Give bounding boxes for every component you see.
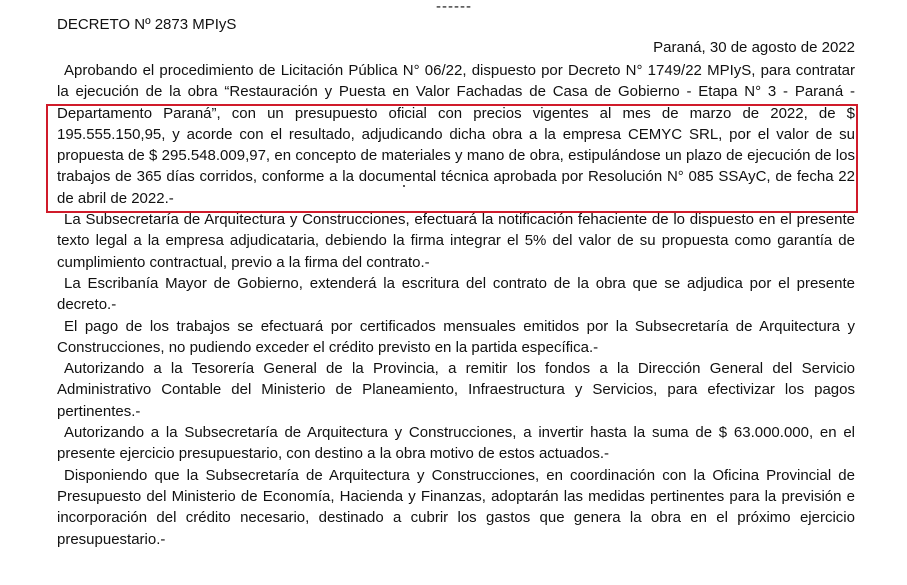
decree-title: DECRETO Nº 2873 MPIyS	[57, 16, 237, 33]
highlight-annotation-box	[46, 104, 858, 213]
decree-date: Paraná, 30 de agosto de 2022	[653, 39, 855, 56]
paragraph-notification: La Subsecretaría de Arquitectura y Construcciones, efectuará la notificación fehaciente de lo dispuesto en el presente texto legal a la empresa adjudicataria, debiendo la firma integrar el 5% del valor de su propuesta como garantía de cumplimiento contractual, previo a la firma del contrato.-	[57, 211, 855, 271]
paragraph-payment: El pago de los trabajos se efectuará por certificados mensuales emitidos por la Subsecretaría de Arquitectura y Construcciones, no pudiendo exceder el crédito previsto en la partida específica.-	[57, 317, 855, 356]
paragraph-adjudication: Aprobando el procedimiento de Licitación Pública N° 06/22, dispuesto por Decreto N° 1749/22 MPIyS, para contratar la ejecución de la obra “Restauración y Puesta en Valor Fachadas de Casa de Gobierno - Etapa N° 3 - Paraná - Departamento Paraná”, con un presupuesto oficial con precios vigentes al mes de marzo de 2022, de $ 195.555.150,95, y acorde con el resultado, adjudicando dicha obra a la empresa CEMYC SRL, por el valor de su propuesta de $ 295.548.009,97, en concepto de materiales y mano de obra, estipulándose un plazo de ejecución de los trabajos de 365 días corridos, conforme a la documental técnica aprobada por Resolución N° 085 SSAyC, de fecha 22 de abril de 2022.-	[57, 62, 855, 207]
paragraph-budget: Disponiendo que la Subsecretaría de Arquitectura y Construcciones, en coordinación con la Oficina Provincial de Presupuesto del Ministerio de Economía, Hacienda y Finanzas, adoptarán las medidas pertinentes para la previsión e incorporación del crédito necesario, destinado a cubrir los gastos que genera la obra en el próximo ejercicio presupuestario.-	[57, 466, 855, 548]
paragraph-tesoreria: Autorizando a la Tesorería General de la Provincia, a remitir los fondos a la Dirección General del Servicio Administrativo Contable del Ministerio de Planeamiento, Infraestructura y Servicios, para efectivizar los pagos pertinentes.-	[57, 360, 855, 420]
paragraph-investment: Autorizando a la Subsecretaría de Arquitectura y Construcciones, a invertir hasta la suma de $ 63.000.000, en el presente ejercicio presupuestario, con destino a la obra motivo de estos actuados.-	[57, 424, 855, 463]
stray-dot-mark	[403, 185, 405, 187]
top-separator: ------	[436, 0, 472, 15]
paragraph-escribania: La Escribanía Mayor de Gobierno, extenderá la escritura del contrato de la obra que se adjudica por el presente decreto.-	[57, 274, 855, 314]
